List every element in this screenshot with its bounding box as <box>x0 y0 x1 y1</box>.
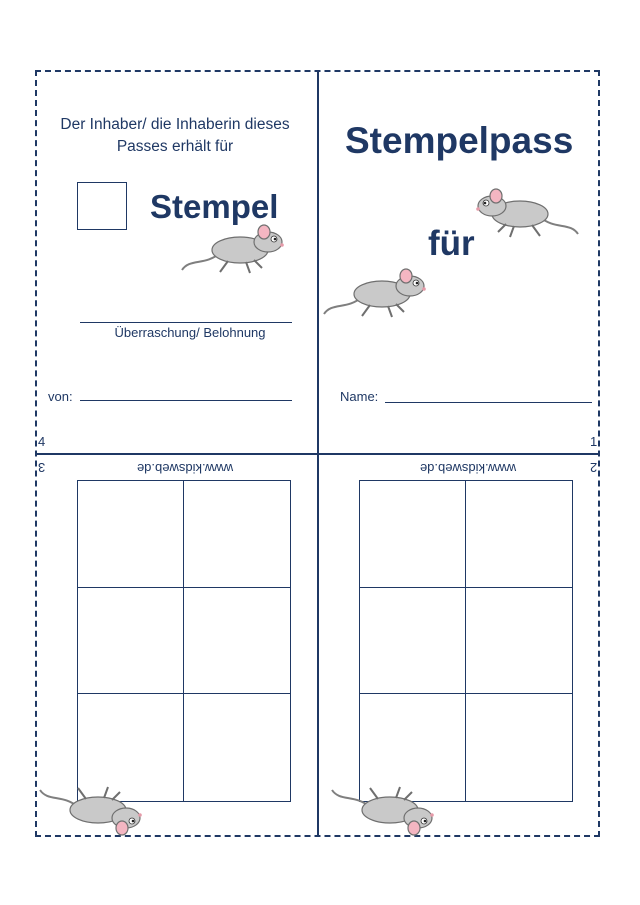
stamp-cell[interactable] <box>184 694 290 801</box>
holder-text: Der Inhaber/ die Inhaberin dieses Passes erhält für <box>60 116 290 155</box>
mouse-illustration <box>38 782 148 842</box>
stamp-cell[interactable] <box>466 588 572 695</box>
page-title: Stempelpass <box>345 120 574 161</box>
from-line[interactable] <box>80 400 292 401</box>
mouse-illustration <box>180 218 290 278</box>
mouse-illustration <box>330 782 440 842</box>
website-url: www.kidsweb.de <box>136 461 234 476</box>
stamp-cell[interactable] <box>78 588 184 695</box>
page-number-2: 2 <box>590 460 598 475</box>
mouse-illustration <box>470 182 580 242</box>
name-label: Name: <box>340 389 379 404</box>
from-label: von: <box>48 389 73 404</box>
stamp-cell[interactable] <box>184 588 290 695</box>
reward-line <box>80 322 292 323</box>
stamp-word: Stempel <box>150 188 279 225</box>
stamp-grid <box>77 480 291 802</box>
stamp-grid <box>359 480 573 802</box>
stamp-cell[interactable] <box>466 481 572 588</box>
reward-label: Überraschung/ Belohnung <box>114 325 266 340</box>
page-number-1: 1 <box>590 434 598 449</box>
stamp-cell[interactable] <box>78 481 184 588</box>
website-url: www.kidsweb.de <box>419 461 517 476</box>
page-number-3: 3 <box>38 460 46 475</box>
page-number-4: 4 <box>38 434 46 449</box>
stamp-cell[interactable] <box>360 588 466 695</box>
stamp-cell[interactable] <box>360 481 466 588</box>
name-line[interactable] <box>385 402 592 403</box>
stamp-count-box[interactable] <box>77 182 127 230</box>
fold-line-horizontal <box>35 453 600 455</box>
stamp-cell[interactable] <box>466 694 572 801</box>
for-word: für <box>428 224 475 263</box>
mouse-illustration <box>322 262 432 322</box>
stamp-cell[interactable] <box>184 481 290 588</box>
